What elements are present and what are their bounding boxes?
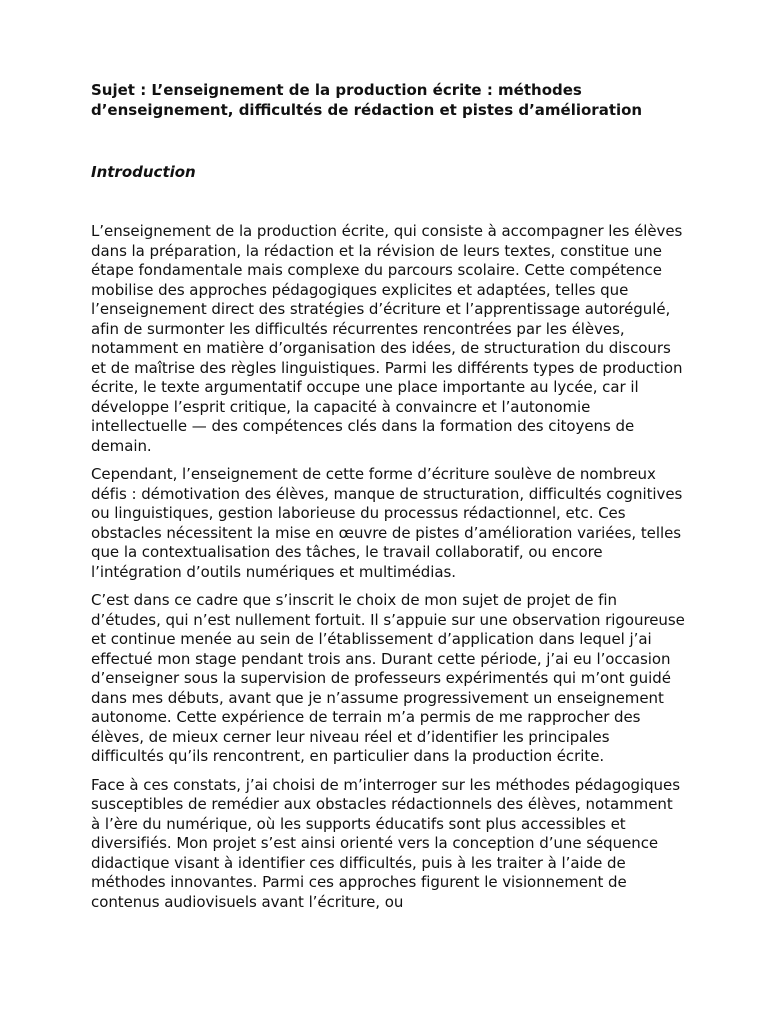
section-heading-introduction: Introduction (91, 163, 196, 181)
paragraph: L’enseignement de la production écrite, qui consiste à accompagner les élèves dans la préparation, la rédaction et la révision de leurs textes, constitue une étape fondamentale mais complexe du parcours scolaire. Cette compétence mobilise des approches pédagogiques explicites et adaptées, telles que l’enseignement direct des stratégies d’écriture et l’apprentissage autorégulé, afin de surmonter les difficultés récurrentes rencontrées par les élèves, notamment en matière d’organisation des idées, de structuration du discours et de maîtrise des règles linguistiques. Parmi les différents types de production écrite, le texte argumentatif occupe une place importante au lycée, car il développe l’esprit critique, la capacité à convaincre et l’autonomie intellectuelle — des compétences clés dans la formation des citoyens de demain. (91, 222, 683, 455)
document-body (91, 222, 686, 912)
document-page (91, 80, 686, 921)
paragraph: Face à ces constats, j’ai choisi de m’interroger sur les méthodes pédagogiques susceptibles de remédier aux obstacles rédactionnels des élèves, notamment à l’ère du numérique, où les supports éducatifs sont plus accessibles et diversifiés. Mon projet s’est ainsi orienté vers la conception d’une séquence didactique visant à identifier ces difficultés, puis à les traiter à l’aide de méthodes innovantes. Parmi ces approches figurent le visionnement de contenus audiovisuels avant l’écriture, ou (91, 775, 680, 911)
document-title: Sujet : L’enseignement de la production écrite : méthodes d’enseignement, difficultés de rédaction et pistes d’amélioration (91, 81, 643, 119)
paragraph: C’est dans ce cadre que s’inscrit le choix de mon sujet de projet de fin d’études, qui n’est nullement fortuit. Il s’appuie sur une observation rigoureuse et continue menée au sein de l’établissement d’application dans lequel j’ai effectué mon stage pendant trois ans. Durant cette période, j’ai eu l’occasion d’enseigner sous la supervision de professeurs expérimentés qui m’ont guidé dans mes débuts, avant que je n’assume progressivement un enseignement autonome. Cette expérience de terrain m’a permis de me rapprocher des élèves, de mieux cerner leur niveau réel et d’identifier les principales difficultés qu’ils rencontrent, en particulier dans la production écrite. (91, 591, 685, 765)
paragraph: Cependant, l’enseignement de cette forme d’écriture soulève de nombreux défis : démotivation des élèves, manque de structuration, difficultés cognitives ou linguistiques, gestion laborieuse du processus rédactionnel, etc. Ces obstacles nécessitent la mise en œuvre de pistes d’amélioration variées, telles que la contextualisation des tâches, le travail collaboratif, ou encore l’intégration d’outils numériques et multimédias. (91, 465, 683, 581)
